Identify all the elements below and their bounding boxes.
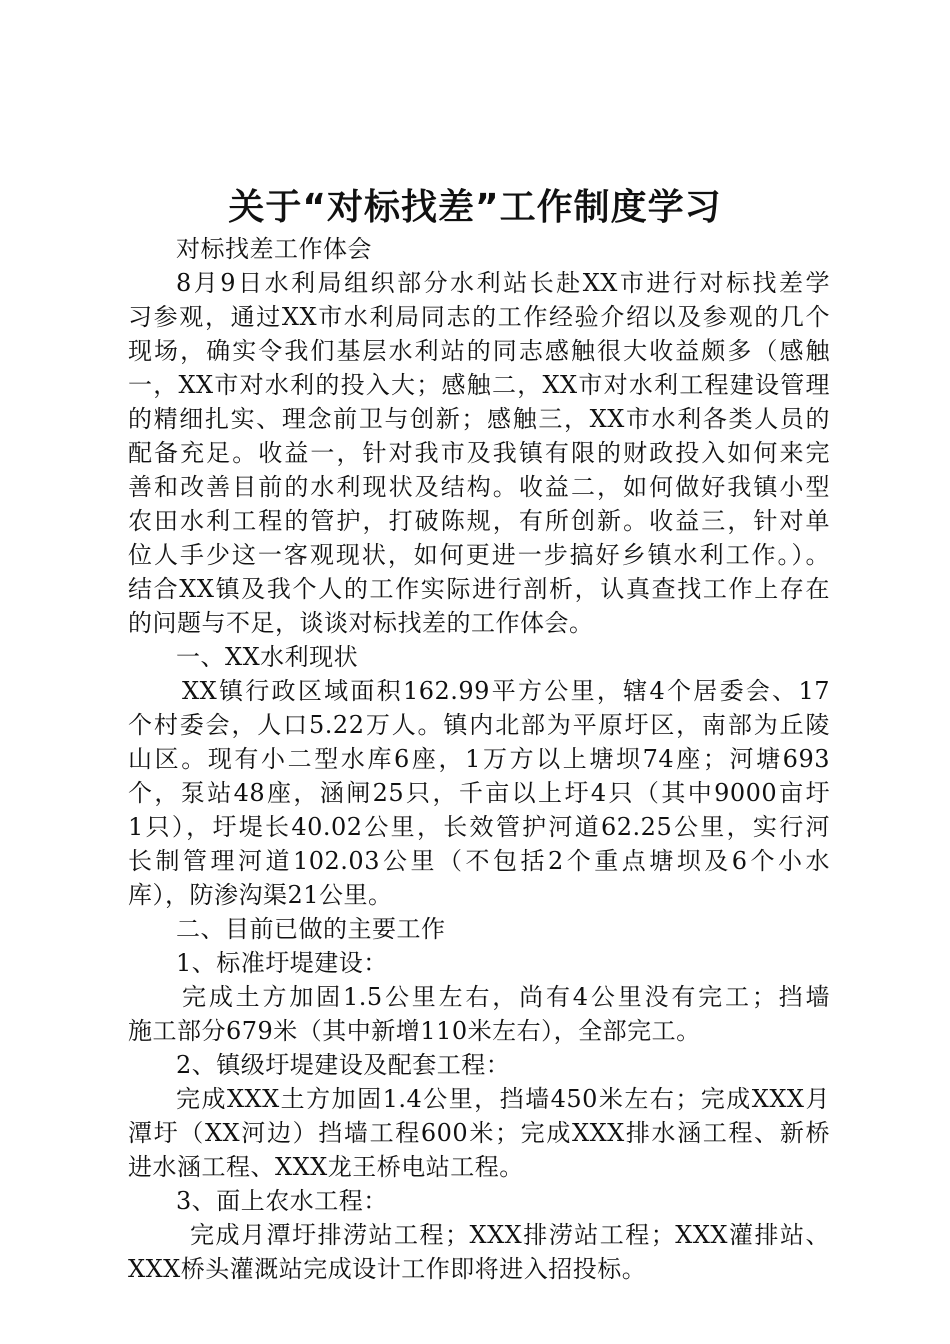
subsection-heading: 3、面上农水工程： xyxy=(176,1187,388,1215)
text-line: 库），防渗沟渠21公里。 xyxy=(128,881,393,909)
text-line: 长制管理河道102.03公里（不包括2个重点塘坝及6个小水 xyxy=(128,847,830,875)
text-line: 施工部分679米（其中新增110米左右），全部完工。 xyxy=(128,1017,701,1045)
text-line: 完成月潭圩排涝站工程；XXX排涝站工程；XXX灌排站、 xyxy=(190,1221,830,1249)
paragraph-heading: 对标找差工作体会 xyxy=(176,235,372,263)
section-heading: 一、XX水利现状 xyxy=(176,643,359,671)
text-line: XX镇行政区域面积162.99平方公里，辖4个居委会、17 xyxy=(182,677,830,705)
document-title: 关于“对标找差”工作制度学习 xyxy=(228,187,722,228)
document-body xyxy=(128,232,830,1286)
text-line: 的问题与不足，谈谈对标找差的工作体会。 xyxy=(128,609,594,637)
text-line: 现场，确实令我们基层水利站的同志感触很大收益颇多（感触 xyxy=(128,337,830,365)
subsection-heading: 1、标准圩堤建设： xyxy=(176,949,388,977)
text-line: 潭圩（XX河边）挡墙工程600米；完成XXX排水涵工程、新桥 xyxy=(128,1119,830,1147)
text-line: 位人手少这一客观现状，如何更进一步搞好乡镇水利工作。）。 xyxy=(128,541,830,569)
text-line: 配备充足。收益一，针对我市及我镇有限的财政投入如何来完 xyxy=(128,439,830,467)
section-heading: 二、目前已做的主要工作 xyxy=(176,915,446,943)
text-line: 一，XX市对水利的投入大；感触二，XX市对水利工程建设管理 xyxy=(128,371,830,399)
text-line: 完成土方加固1.5公里左右，尚有4公里没有完工；挡墙 xyxy=(182,983,830,1011)
subsection-heading: 2、镇级圩堤建设及配套工程： xyxy=(176,1051,511,1079)
text-line: 个，泵站48座，涵闸25只，千亩以上圩4只（其中9000亩圩 xyxy=(128,779,830,807)
text-line: 习参观，通过XX市水利局同志的工作经验介绍以及参观的几个 xyxy=(128,303,830,331)
text-line: 1只），圩堤长40.02公里，长效管护河道62.25公里，实行河 xyxy=(128,813,830,841)
text-line: 个村委会，人口5.22万人。镇内北部为平原圩区，南部为丘陵 xyxy=(128,711,830,739)
text-line: XXX桥头灌溉站完成设计工作即将进入招投标。 xyxy=(128,1255,647,1283)
text-line: 结合XX镇及我个人的工作实际进行剖析，认真查找工作上存在 xyxy=(128,575,830,603)
text-line: 完成XXX土方加固1.4公里，挡墙450米左右；完成XXX月 xyxy=(176,1085,830,1113)
text-line: 8月9日水利局组织部分水利站长赴XX市进行对标找差学 xyxy=(176,269,830,297)
text-line: 农田水利工程的管护，打破陈规，有所创新。收益三，针对单 xyxy=(128,507,830,535)
text-line: 山区。现有小二型水库6座，1万方以上塘坝74座；河塘693 xyxy=(128,745,830,773)
text-line: 进水涵工程、XXX龙王桥电站工程。 xyxy=(128,1153,524,1181)
text-line: 的精细扎实、理念前卫与创新；感触三，XX市水利各类人员的 xyxy=(128,405,830,433)
text-line: 善和改善目前的水利现状及结构。收益二，如何做好我镇小型 xyxy=(128,473,830,501)
